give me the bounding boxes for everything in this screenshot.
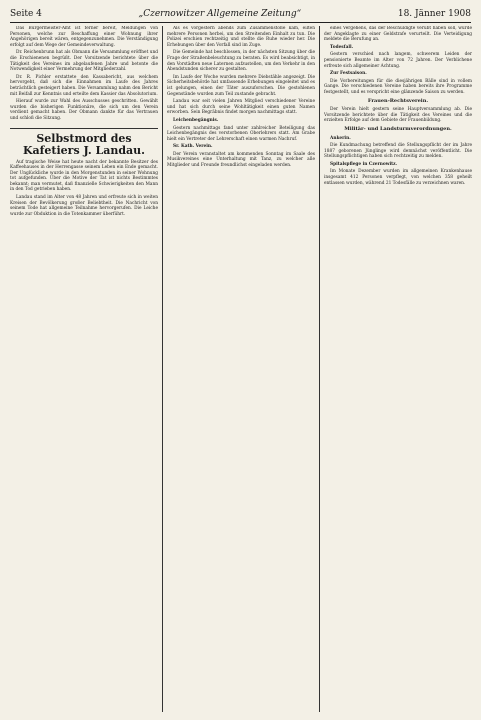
article-paragraph: Der Verein veranstaltet am kommenden Sonntag im Saale des Musikvereines eine Unterhaltung mit Tanz, zu welcher alle Mitglieder und Freunde freundlichst eingeladen werden. [167,151,315,169]
article-paragraph: Die Gemeinde hat beschlossen, in der nächsten Sitzung über die Frage der Straßenbeleuchtung zu beraten. Es wird beabsichtigt, in den Vorstädten neue Laternen aufzustellen, um den Verkehr in den Abendstunden sicherer zu gestalten. [167,50,315,73]
article-paragraph: Der Verein hielt gestern seine Hauptversammlung ab. Die Vorsitzende berichtete über die Tätigkeit des Vereines und die erzielten Erfolge auf dem Gebiete der Frauenbildung. [324,107,472,124]
newspaper-title: „Czernowitzer Allgemeine Zeitung“ [138,9,302,19]
section-title: Spitalspflege in Czernowitz. [330,161,398,167]
article-section [167,118,315,124]
article-section [167,144,315,150]
article-paragraph: Im Laufe der Woche wurden mehrere Diebstähle angezeigt. Die Sicherheitsbehörde hat umfassende Erhebungen eingeleitet und es ist gelungen, einen der Täter auszuforschen. Die gestohlenen Gegenstände wurden zum Teil zustande gebracht. [167,74,315,97]
section-headline: Militär- und Landsturmverordnungen. [344,125,452,132]
section-title: Todesfall. [330,44,354,50]
column-divider [162,26,163,712]
article-paragraph: Im Monate Dezember wurden im allgemeinen Krankenhause insgesamt 412 Personen verpflegt, von welchen 358 geheilt entlassen wurden, während 21 Todesfälle zu verzeichnen waren. [324,169,472,186]
article-paragraph: Auf tragische Weise hat heute nacht der bekannte Besitzer des Kaffeehauses in der Herrengasse seinem Leben ein Ende gemacht. Der Unglückliche wurde in den Morgenstunden in seiner Wohnung tot aufgefunden. Über die Motive der Tat ist nichts Bestimmtes bekannt; man vermutet, daß finanzielle Schwierigkeiten den Mann in den Tod getrieben haben. [10,159,158,193]
article-paragraph: Landau stand im Alter von 48 Jahren und erfreute sich in weiten Kreisen der Bevölkerung großer Beliebtheit. Die Nachricht von seinem Tode hat allgemeine Teilnahme hervorgerufen. Die Leiche wurde zur Obduktion in die Totenkammer überführt. [10,195,158,217]
article-paragraph: Gestern verschied nach langem, schwerem Leiden der pensionierte Beamte im Alter von 72 Jahren. Der Verblichene erfreute sich allgemeiner Achtung. [324,52,472,69]
article-paragraph: Landau war seit vielen Jahren Mitglied verschiedener Vereine und hat sich durch seine Wohltätigkeit einen guten Namen erworben. Sein Begräbnis findet morgen nachmittags statt. [167,99,315,116]
article-section [324,136,472,142]
article-paragraph: Die Vorbereitungen für die diesjährigen Bälle sind in vollem Gange. Die verschiedenen Vereine haben bereits ihre Programme festgestellt, und es verspricht eine glänzende Saison zu werden. [324,78,472,95]
page-label: Seite 4 [10,9,42,19]
page-header [10,6,471,23]
article-paragraph: Als es vorgestern abends zum Zusammenstoße kam, eilten mehrere Personen herbei, um den Streitenden Einhalt zu tun. Die Polizei erschien rechtzeitig und stellte die Ruhe wieder her. Die Erhebungen über den Vorfall sind im Zuge. [167,26,315,48]
article-section [324,71,472,77]
section-title: Zur Festsaison. [330,71,367,77]
article-section [324,162,472,168]
issue-date: 18. Jänner 1908 [397,9,471,19]
section-title: Ankerin. [330,135,351,141]
article-paragraph: eines Vergehens, das der Beschuldigte verübt haben soll, wurde der Angeklagte zu einer Geldstrafe verurteilt. Die Verteidigung meldete die Berufung an. [324,26,472,43]
column-3 [324,26,472,712]
section-title: Leichenbegängnis. [173,117,219,123]
section-title: Sr. Kath. Verein. [173,144,213,150]
article-section [324,45,472,51]
article-paragraph: Die Kundmachung betreffend die Stellungspflicht der im Jahre 1887 geborenen Jünglinge wird demnächst veröffentlicht. Die Stellungspflichtigen haben sich rechtzeitig zu melden. [324,143,472,160]
section-headline: Frauen-Rechtsverein. [367,97,429,104]
article-headline: Selbstmord des Kafetiers J. Landau. [10,128,158,157]
article-paragraph: Das Bürgermeister-Amt ist ferner bereit, Meldungen von Personen, welche zur Beschaffung einer Wohnung ihrer Angehörigen bereit wären, entgegenzunehmen. Die Verständigung erfolgt auf dem Wege der Gemeindeverwaltung. [10,26,158,48]
column-divider [319,26,320,712]
article-paragraph: Gestern nachmittags fand unter zahlreicher Beteiligung das Leichenbegängnis des verstorbenen Oberlehrers statt. Am Grabe hielt ein Vertreter der Lehrerschaft einen warmen Nachruf. [167,125,315,142]
article-paragraph: Hierauf wurde zur Wahl des Ausschusses geschritten. Gewählt wurden die bisherigen Funktionäre, die sich um den Verein verdient gemacht haben. Der Obmann dankte für das Vertrauen und schloß die Sitzung. [10,99,158,121]
article-paragraph: Dr. Reichenbrunn hat als Obmann die Versammlung eröffnet und die Erschienenen begrüßt. Der Vorsitzende berichtete über die Tätigkeit des Vereines im abgelaufenen Jahre und betonte die Notwendigkeit einer Vermehrung der Mitgliederzahl. [10,50,158,73]
column-1 [10,26,158,712]
column-2 [167,26,315,712]
article-paragraph: Dr. R. Pichler erstattete den Kassabericht, aus welchem hervorgeht, daß sich die Einnahmen im Laufe des Jahres beträchtlich gesteigert haben. Die Versammlung nahm den Bericht mit Beifall zur Kenntnis und erteilte dem Kassier das Absolutorium. [10,74,158,97]
